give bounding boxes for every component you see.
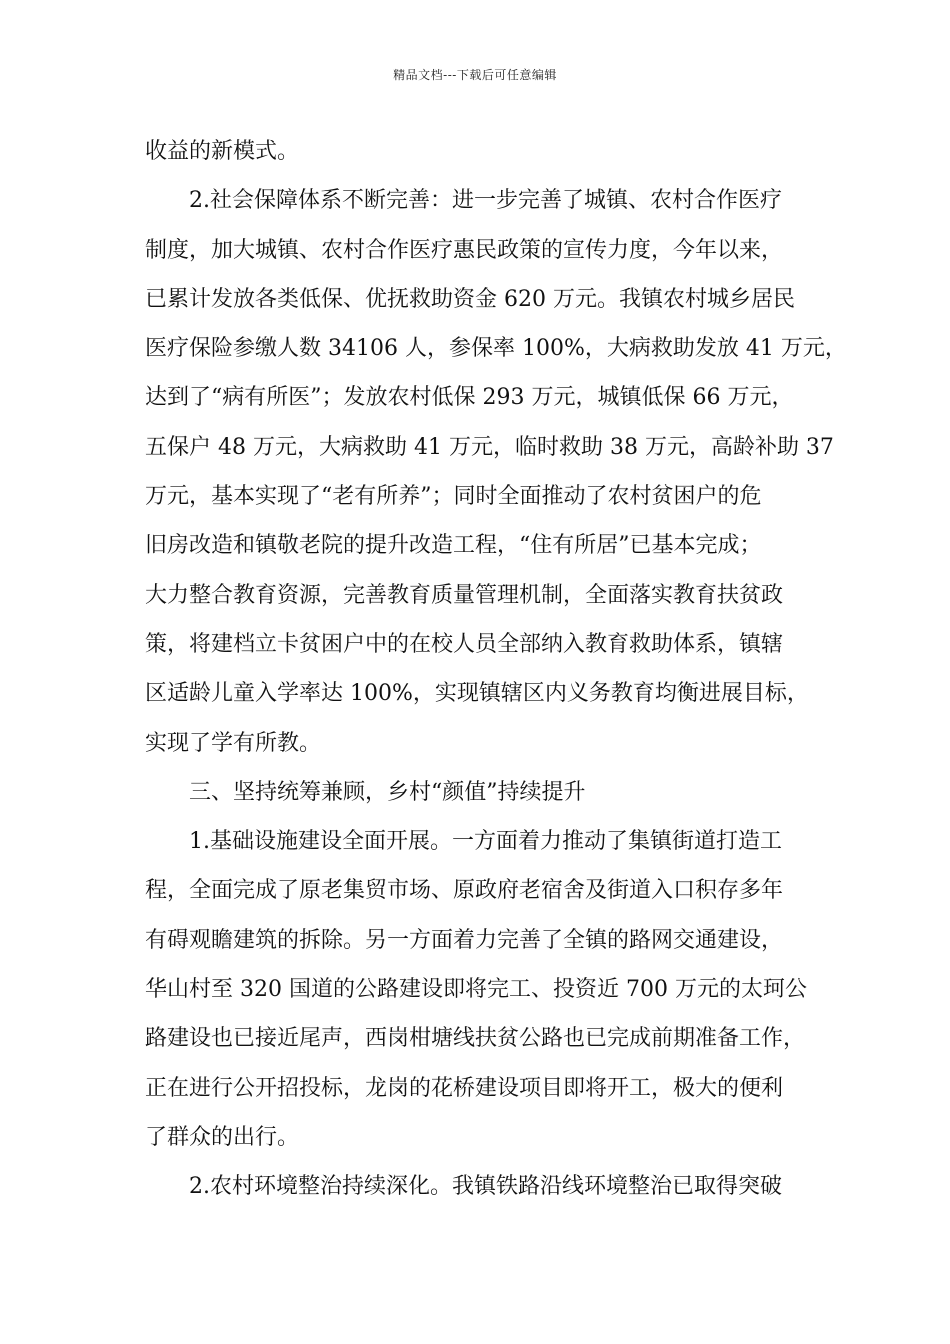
text-line-18: 华山村至 320 国道的公路建设即将完工、投资近 700 万元的太珂公: [145, 977, 807, 1003]
page-header-note: 精品文档---下载后可任意编辑: [393, 68, 557, 82]
text-line-20: 正在进行公开招投标，龙岗的花桥建设项目即将开工，极大的便利: [145, 1075, 784, 1101]
text-line-4: 已累计发放各类低保、优抚救助资金 620 万元。我镇农村城乡居民: [145, 286, 795, 312]
text-line-15: 1.基础设施建设全面开展。一方面着力推动了集镇街道打造工: [189, 829, 782, 855]
text-line-1: 收益的新模式。: [145, 139, 300, 164]
section-heading: 三、坚持统筹兼顾，乡村“颜值”持续提升: [189, 779, 586, 805]
text-line-13: 实现了学有所教。: [145, 730, 322, 756]
text-line-21: 了群众的出行。: [145, 1124, 300, 1150]
text-line-17: 有碍观瞻建筑的拆除。另一方面着力完善了全镇的路网交通建设，: [145, 927, 784, 953]
text-line-9: 旧房改造和镇敬老院的提升改造工程，“住有所居”已基本完成；: [145, 533, 762, 559]
text-line-12: 区适龄儿童入学率达 100%，实现镇辖区内义务教育均衡进展目标，: [145, 681, 809, 707]
document-body: [145, 130, 847, 1215]
text-line-10: 大力整合教育资源，完善教育质量管理机制，全面落实教育扶贫政: [145, 582, 784, 608]
text-line-7: 五保户 48 万元，大病救助 41 万元，临时救助 38 万元，高龄补助 37: [145, 434, 834, 460]
text-line-6: 达到了“病有所医”；发放农村低保 293 万元，城镇低保 66 万元，: [145, 385, 794, 411]
text-line-11: 策，将建档立卡贫困户中的在校人员全部纳入教育救助体系，镇辖: [145, 631, 784, 657]
text-line-5: 医疗保险参缴人数 34106 人，参保率 100%，大病救助发放 41 万元，: [145, 336, 847, 362]
text-line-2: 2.社会保障体系不断完善：进一步完善了城镇、农村合作医疗: [189, 188, 782, 214]
text-line-19: 路建设也已接近尾声，西岗柑塘线扶贫公路也已完成前期准备工作，: [145, 1026, 806, 1052]
text-line-8: 万元，基本实现了“老有所养”；同时全面推动了农村贫困户的危: [145, 484, 762, 510]
text-line-22: 2.农村环境整治持续深化。我镇铁路沿线环境整治已取得突破: [189, 1174, 782, 1200]
text-line-16: 程，全面完成了原老集贸市场、原政府老宿舍及街道入口积存多年: [145, 878, 784, 904]
text-line-3: 制度，加大城镇、农村合作医疗惠民政策的宣传力度，今年以来，: [145, 237, 784, 263]
